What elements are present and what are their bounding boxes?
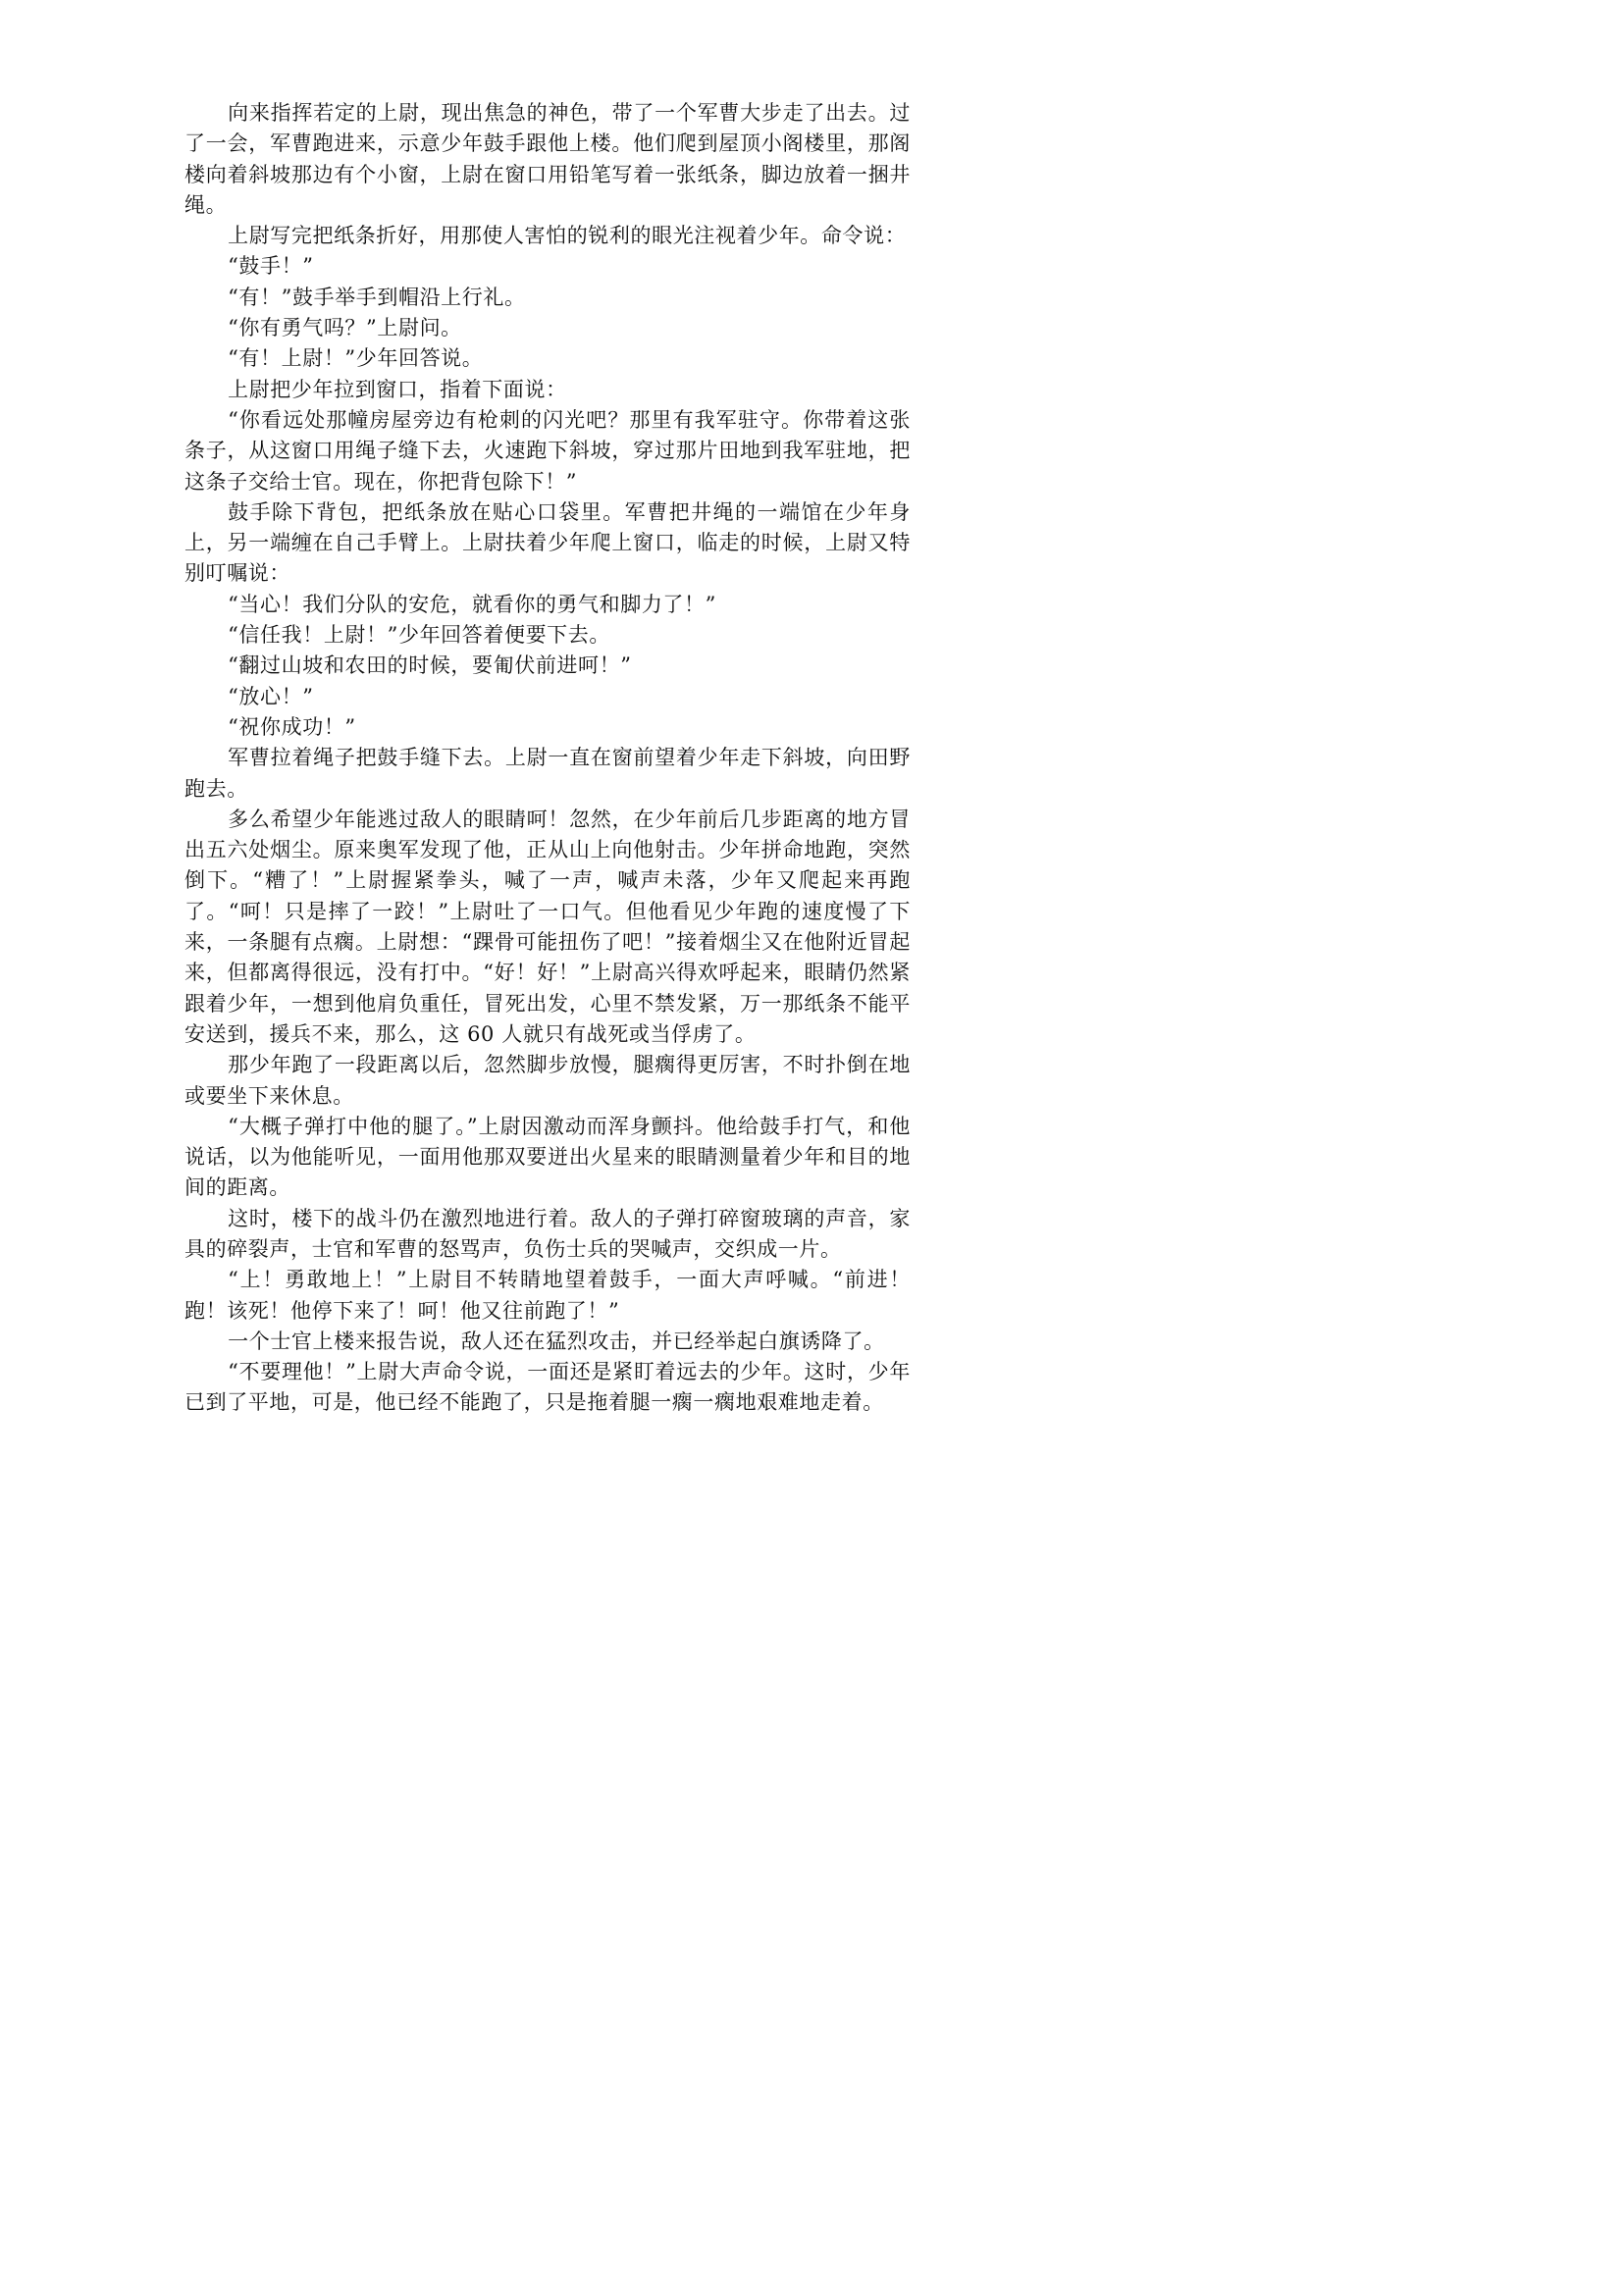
paragraph: 多么希望少年能逃过敌人的眼睛呵！忽然，在少年前后几步距离的地方冒出五六处烟尘。原来奥军发现了他，正从山上向他射击。少年拼命地跑，突然倒下。“糟了！”上尉握紧拳头，喊了一声，喊声未落，少年又爬起来再跑了。“呵！只是摔了一跤！”上尉吐了一口气。但他看见少年跑的速度慢了下来，一条腿有点瘸。上尉想：“踝骨可能扭伤了吧！”接着烟尘又在他附近冒起来，但都离得很远，没有打中。“好！好！”上尉高兴得欢呼起来，眼睛仍然紧跟着少年，一想到他肩负重任，冒死出发，心里不禁发紧，万一那纸条不能平安送到，援兵不来，那么，这 60 人就只有战死或当俘虏了。 xyxy=(184,807,911,1046)
paragraph: “祝你成功！” xyxy=(228,714,356,739)
document-body xyxy=(184,98,911,1419)
paragraph: “放心！” xyxy=(228,684,314,708)
paragraph: “大概子弹打中他的腿了。”上尉因激动而浑身颤抖。他给鼓手打气，和他说话，以为他能听见，一面用他那双要迸出火星来的眼睛测量着少年和目的地间的距离。 xyxy=(184,1114,911,1200)
paragraph: 这时，楼下的战斗仍在激烈地进行着。敌人的子弹打碎窗玻璃的声音，家具的碎裂声，士官和军曹的怒骂声，负伤士兵的哭喊声，交织成一片。 xyxy=(184,1206,911,1261)
paragraph: “有！上尉！”少年回答说。 xyxy=(228,346,484,371)
paragraph: “不要理他！”上尉大声命令说，一面还是紧盯着远去的少年。这时，少年已到了平地，可是，他已经不能跑了，只是拖着腿一瘸一瘸地艰难地走着。 xyxy=(184,1360,911,1415)
paragraph: 向来指挥若定的上尉，现出焦急的神色，带了一个军曹大步走了出去。过了一会，军曹跑进来，示意少年鼓手跟他上楼。他们爬到屋顶小阁楼里，那阁楼向着斜坡那边有个小窗，上尉在窗口用铅笔写着一张纸条，脚边放着一捆井绳。 xyxy=(184,101,911,217)
paragraph: “鼓手！” xyxy=(228,254,314,279)
paragraph: 上尉把少年拉到窗口，指着下面说： xyxy=(228,377,567,401)
paragraph: “你看远处那幢房屋旁边有枪刺的闪光吧？那里有我军驻守。你带着这张条子，从这窗口用绳子缝下去，火速跑下斜坡，穿过那片田地到我军驻地，把这条子交给士官。现在，你把背包除下！” xyxy=(184,407,911,494)
paragraph: 军曹拉着绳子把鼓手缝下去。上尉一直在窗前望着少年走下斜坡，向田野跑去。 xyxy=(184,746,911,801)
paragraph: “上！勇敢地上！”上尉目不转睛地望着鼓手，一面大声呼喊。“前进！跑！该死！他停下来了！呵！他又往前跑了！” xyxy=(184,1268,911,1323)
paragraph: “当心！我们分队的安危，就看你的勇气和脚力了！” xyxy=(228,592,716,616)
paragraph: 一个士官上楼来报告说，敌人还在猛烈攻击，并已经举起白旗诱降了。 xyxy=(228,1329,885,1353)
paragraph: 上尉写完把纸条折好，用那使人害怕的锐利的眼光注视着少年。命令说： xyxy=(228,224,907,248)
paragraph: “有！”鼓手举手到帽沿上行礼。 xyxy=(228,285,526,309)
paragraph: 鼓手除下背包，把纸条放在贴心口袋里。军曹把井绳的一端馆在少年身上，另一端缠在自己手臂上。上尉扶着少年爬上窗口，临走的时候，上尉又特别叮嘱说： xyxy=(184,499,911,586)
paragraph: “翻过山坡和农田的时候，要匍伏前进呵！” xyxy=(228,653,632,678)
paragraph: “你有勇气吗？”上尉问。 xyxy=(228,316,462,340)
paragraph: “信任我！上尉！”少年回答着便要下去。 xyxy=(228,623,610,648)
paragraph: 那少年跑了一段距离以后，忽然脚步放慢，腿瘸得更厉害，不时扑倒在地或要坐下来休息。 xyxy=(184,1053,911,1108)
